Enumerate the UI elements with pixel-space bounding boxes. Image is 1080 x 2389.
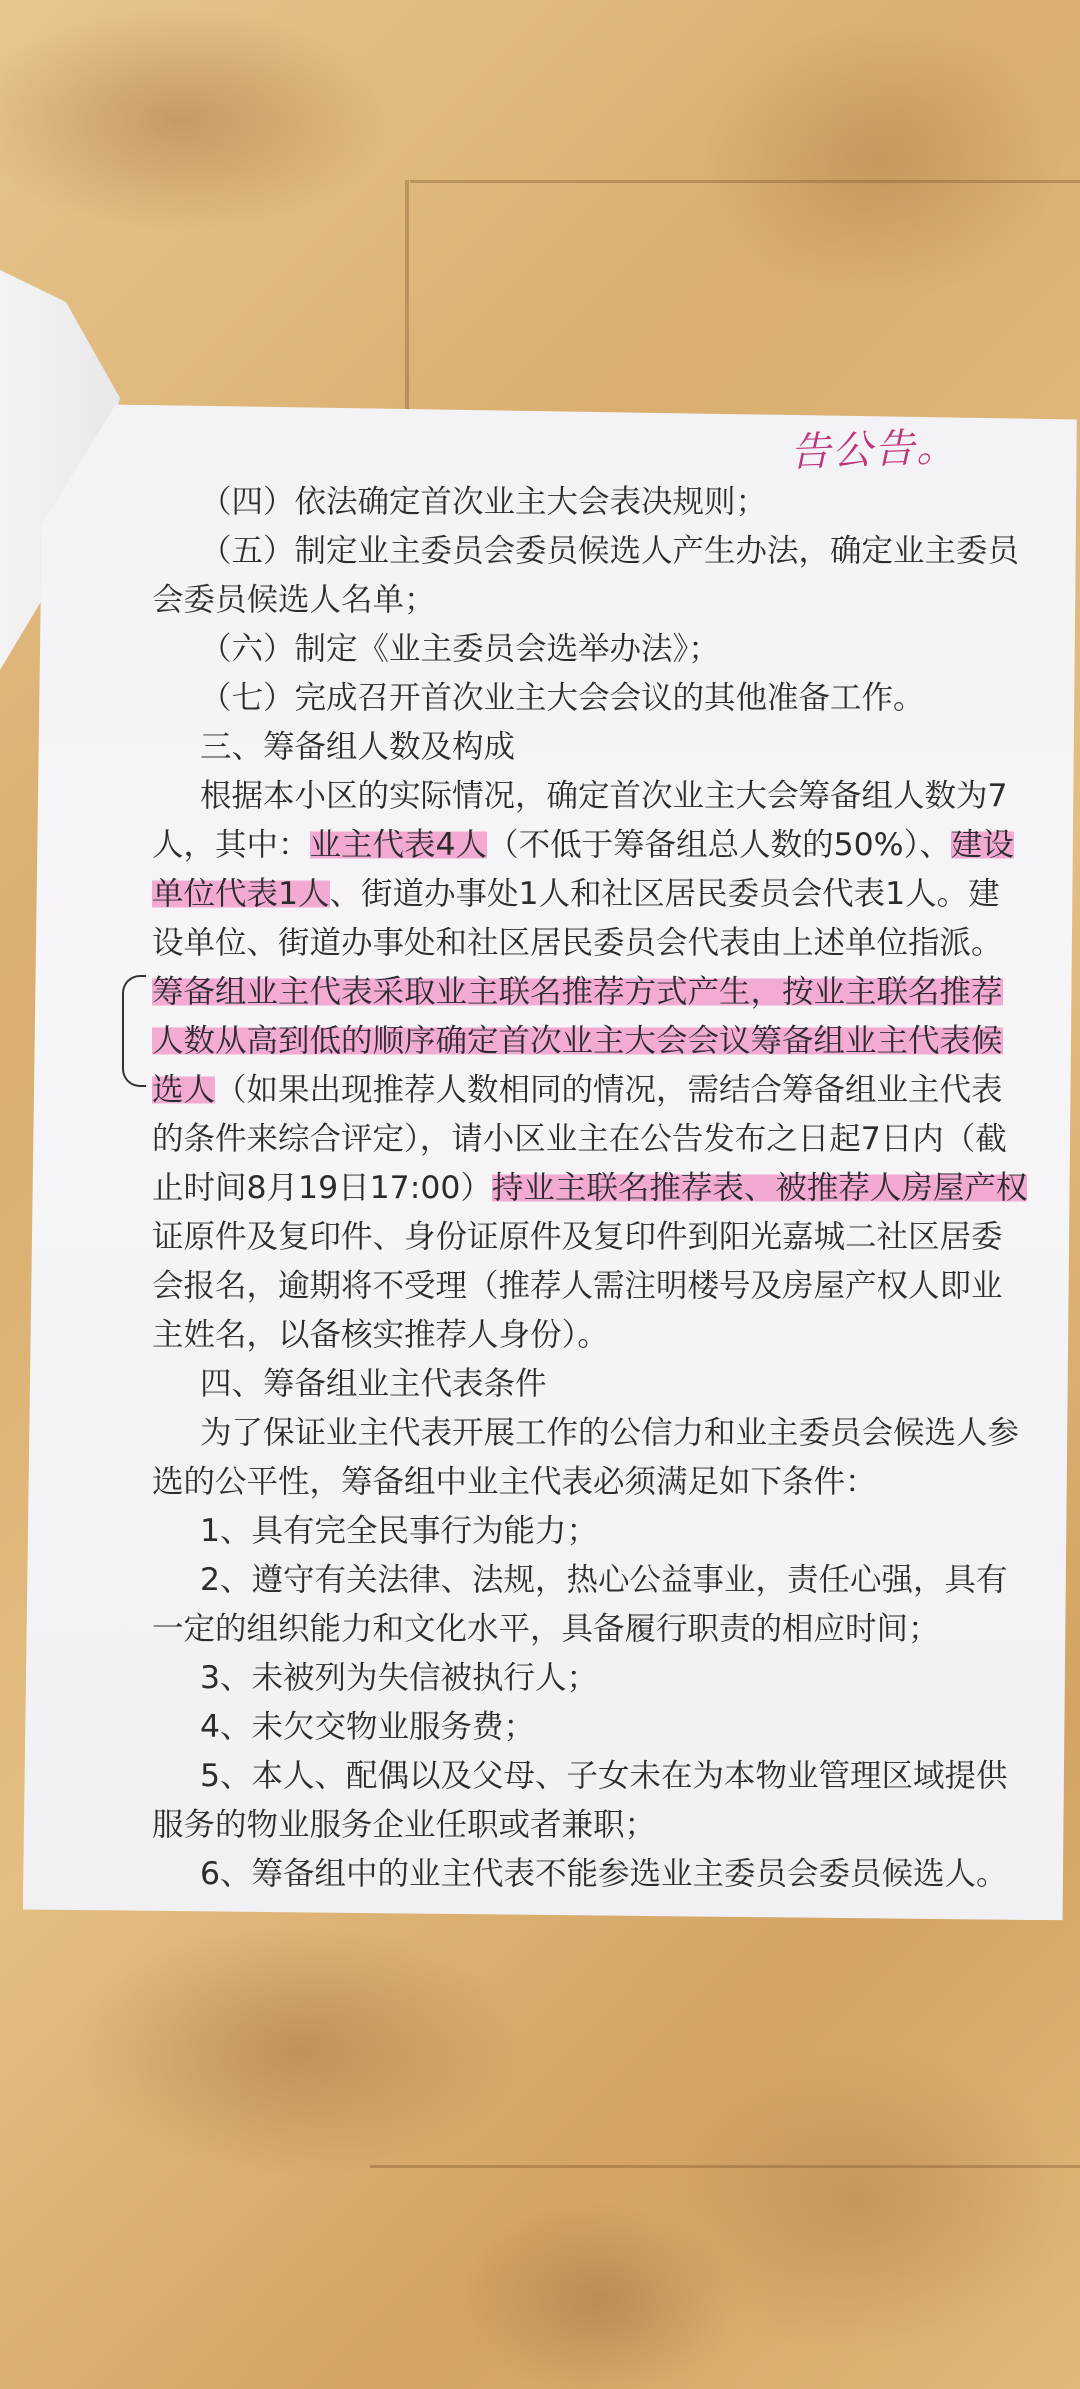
highlighted-text: 人数从高到低的顺序确定首次业主大会会议筹备组业主代表候: [152, 1023, 1003, 1059]
highlighted-text: 持业主联名推荐表、被推荐人房屋产权: [491, 1170, 1028, 1206]
text-line-19: [152, 1360, 992, 1409]
handwritten-note: 告公告。: [789, 424, 959, 476]
text-line-1: [152, 478, 992, 527]
text-line-17: [152, 1262, 1003, 1311]
text-segment: 人，其中：: [152, 827, 310, 863]
text-segment: 设单位、街道办事处和社区居民委员会代表由上述单位指派。: [152, 925, 1003, 961]
text-segment: 的条件来综合评定），请小区业主在公告发布之日起7日内（截: [152, 1121, 1007, 1157]
text-segment: 选的公平性，筹备组中业主代表必须满足如下条件：: [152, 1464, 877, 1500]
text-segment: （如果出现推荐人数相同的情况，需结合筹备组业主代表: [215, 1072, 1003, 1108]
text-line-11: [152, 968, 1003, 1017]
text-segment: 5、本人、配偶以及父母、子女未在为本物业管理区域提供: [200, 1758, 1008, 1794]
text-line-22: [152, 1507, 992, 1556]
highlighted-text: 业主代表4人: [309, 827, 488, 863]
text-segment: 1、具有完全民事行为能力；: [200, 1513, 599, 1549]
text-line-27: [152, 1752, 1008, 1801]
wood-frame-line-diag: [405, 180, 409, 410]
highlighted-text: 单位代表1人: [152, 876, 330, 912]
text-line-23: [152, 1556, 1008, 1605]
text-line-16: [152, 1213, 1003, 1262]
text-line-3: [152, 576, 992, 625]
text-line-10: [152, 919, 1003, 968]
text-segment: 4、未欠交物业服务费；: [200, 1709, 536, 1745]
text-segment: （四）依法确定首次业主大会表决规则；: [200, 484, 768, 520]
text-line-15: [152, 1164, 1028, 1213]
text-segment: 四、筹备组业主代表条件: [200, 1366, 547, 1402]
text-line-18: [152, 1311, 992, 1360]
text-segment: （五）制定业主委员会委员候选人产生办法，确定业主委员: [200, 533, 1020, 569]
text-line-21: [152, 1458, 992, 1507]
text-line-12: [152, 1017, 1003, 1066]
text-line-13: [152, 1066, 1003, 1115]
text-line-4: [152, 625, 992, 674]
text-segment: 三、筹备组人数及构成: [200, 729, 516, 765]
text-segment: 会报名，逾期将不受理（推荐人需注明楼号及房屋产权人即业: [152, 1268, 1003, 1304]
text-segment: 会委员候选人名单；: [152, 582, 436, 618]
text-line-6: [152, 723, 992, 772]
text-line-24: [152, 1605, 992, 1654]
document-body: [152, 478, 1028, 1899]
text-segment: 、街道办事处1人和社区居民委员会代表1人。建: [329, 876, 1000, 912]
text-segment: 证原件及复印件、身份证原件及复印件到阳光嘉城二社区居委: [152, 1219, 1003, 1255]
text-line-26: [152, 1703, 992, 1752]
text-line-5: [152, 674, 992, 723]
text-segment: 止时间8月19日17:00）: [152, 1170, 492, 1206]
text-line-25: [152, 1654, 992, 1703]
highlighted-text: 建设: [950, 827, 1014, 863]
text-segment: 根据本小区的实际情况，确定首次业主大会筹备组人数为7: [200, 778, 1008, 814]
text-segment: 一定的组织能力和文化水平，具备履行职责的相应时间；: [152, 1611, 940, 1647]
highlighted-text: 筹备组业主代表采取业主联名推荐方式产生，按业主联名推荐: [152, 974, 1003, 1010]
text-segment: 服务的物业服务企业任职或者兼职；: [152, 1807, 657, 1843]
wood-frame-line-top: [410, 180, 1080, 183]
text-segment: 3、未被列为失信被执行人；: [200, 1660, 599, 1696]
text-line-29: [152, 1850, 1008, 1899]
text-line-2: [152, 527, 1020, 576]
text-line-14: [152, 1115, 1007, 1164]
handwritten-bracket: [122, 975, 146, 1087]
text-line-9: [152, 870, 1000, 919]
text-line-20: [152, 1409, 1020, 1458]
text-line-28: [152, 1801, 992, 1850]
text-segment: 2、遵守有关法律、法规，热心公益事业，责任心强，具有: [200, 1562, 1008, 1598]
text-segment: 为了保证业主代表开展工作的公信力和业主委员会候选人参: [200, 1415, 1020, 1451]
text-segment: 6、筹备组中的业主代表不能参选业主委员会委员候选人。: [200, 1856, 1008, 1892]
text-segment: （七）完成召开首次业主大会会议的其他准备工作。: [200, 680, 925, 716]
text-segment: 主姓名，以备核实推荐人身份）。: [152, 1317, 609, 1353]
text-segment: （六）制定《业主委员会选举办法》；: [200, 631, 720, 667]
text-line-8: [152, 821, 1014, 870]
wood-frame-line-bottom: [370, 2165, 1080, 2168]
highlighted-text: 选人: [152, 1072, 216, 1108]
text-line-7: [152, 772, 1008, 821]
text-segment: （不低于筹备组总人数的50%）、: [487, 827, 951, 863]
